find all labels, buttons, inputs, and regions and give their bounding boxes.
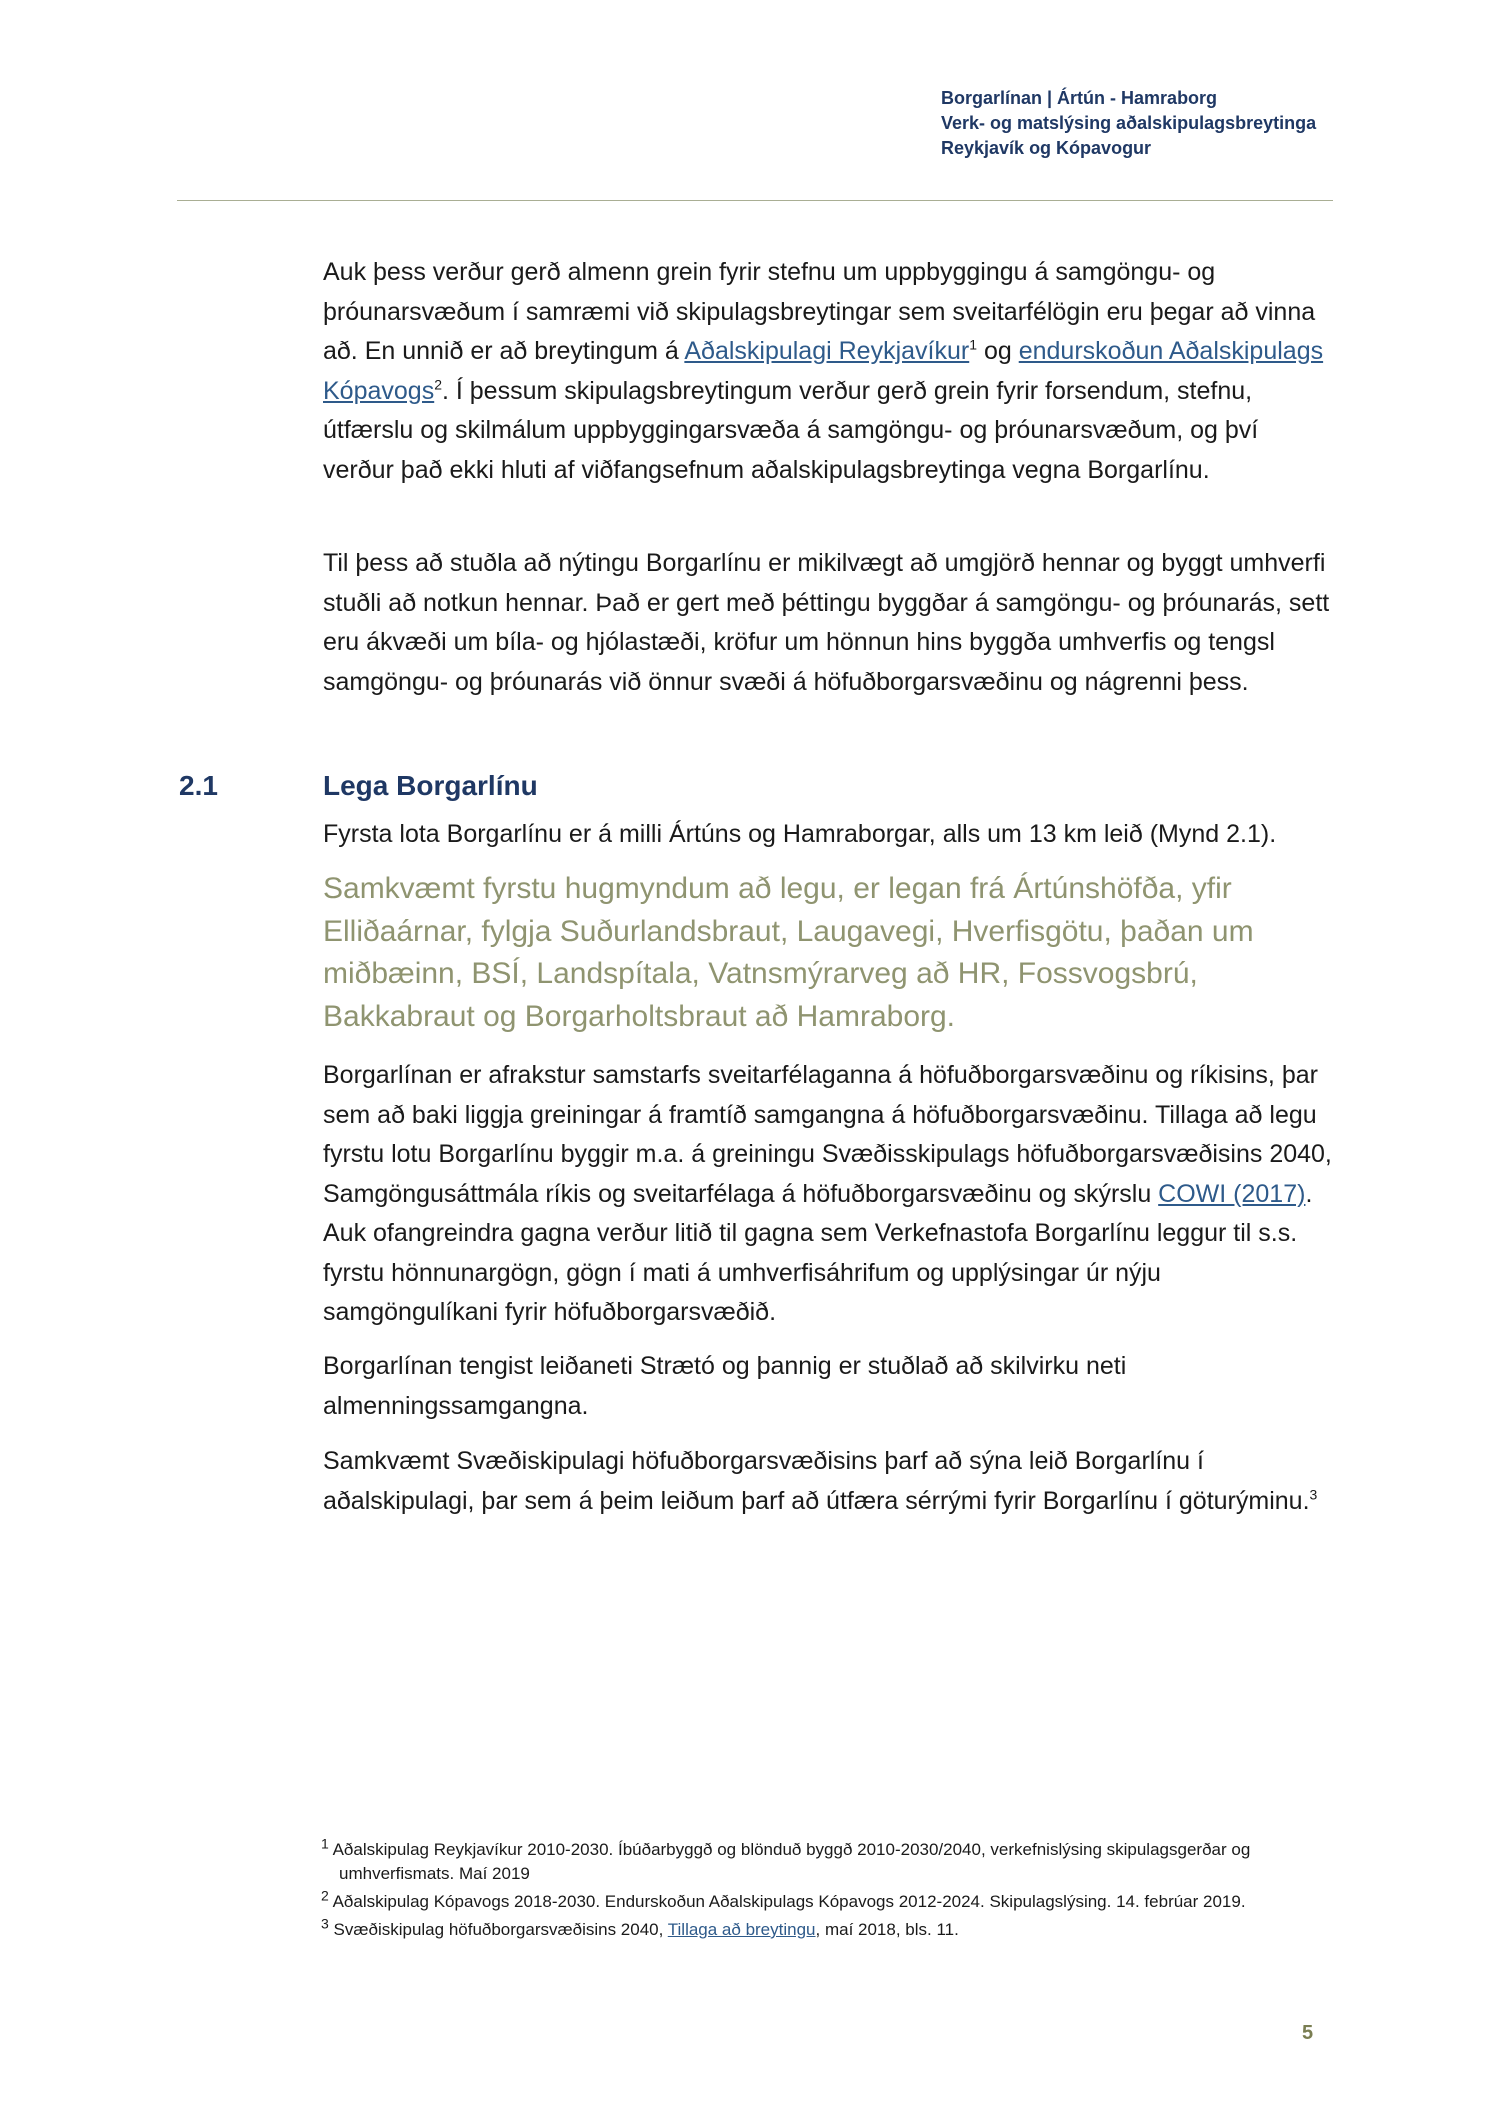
paragraph-first-phase: Fyrsta lota Borgarlínu er á milli Ártúns og Hamraborgar, alls um 13 km leið (Mynd 2.1). (323, 820, 1277, 848)
footnote-ref-3[interactable]: 3 (1309, 1486, 1318, 1503)
footnotes (321, 1835, 1341, 1946)
section-heading: Lega Borgarlínu (323, 770, 538, 801)
paragraph-intro: Auk þess verður gerð almenn grein fyrir stefnu um uppbyggingu á samgöngu- og þróunarsvæðum í samræmi við skipulagsbreytingar sem sveitarfélögin eru þegar að vinna að. En unnið er að breytingum á Aðalskipulagi Reykjavíkur$^1$ og endurskoðun Aðalskipulags Kópavogs$^2$. Í þessum skipulagsbreytingum verður gerð grein fyrir forsendum, stefnu, útfærslu og skilmálum uppbyggingarsvæða á samgöngu- og þróunarsvæðum, og því verður það ekki hluti af viðfangsefnum aðalskipulagsbreytinga vegna Borgarlínu. (323, 258, 1324, 484)
header-municipalities: Reykjavík og Kópavogur (941, 138, 1152, 158)
paragraph-regional-plan: Samkvæmt Svæðiskipulagi höfuðborgarsvæðisins þarf að sýna leið Borgarlínu í aðalskipulagi, þar sem á þeim leiðum þarf að útfæra sérrými fyrir Borgarlínu í göturýminu.$^3$ (323, 1447, 1318, 1515)
header-divider (177, 200, 1333, 201)
running-header (941, 86, 1316, 161)
route-highlight: Samkvæmt fyrstu hugmyndum að legu, er legan frá Ártúnshöfða, yfir Elliðaárnar, fylgja Suðurlandsbraut, Laugavegi, Hverfisgötu, þaðan um miðbæinn, BSÍ, Landspítala, Vatnsmýrarveg að HR, Fossvogsbrú, Bakkabraut og Borgarholtsbraut að Hamraborg. (323, 872, 1254, 1033)
paragraph-straeto: Borgarlínan tengist leiðaneti Strætó og þannig er stuðlað að skilvirku neti almenningssamgangna. (323, 1352, 1127, 1420)
footnote-ref-2[interactable]: 2 (434, 376, 442, 393)
footnote-3: $^3$ Svæðiskipulag höfuðborgarsvæðisins 2040, Tillaga að breytingu, maí 2018, bls. 11. (321, 1915, 959, 1939)
header-subtitle: Verk- og matslýsing aðalskipulagsbreytinga (941, 113, 1317, 133)
link-adalskipulag-reykjavikur[interactable]: Aðalskipulagi Reykjavíkur (684, 337, 970, 365)
paragraph-urban-form: Til þess að stuðla að nýtingu Borgarlínu er mikilvægt að umgjörð hennar og byggt umhverfi stuðli að notkun hennar. Það er gert með þéttingu byggðar á samgöngu- og þróunarás, sett eru ákvæði um bíla- og hjólastæði, kröfur um hönnun hins byggða umhverfis og tengsl samgöngu- og þróunarás við önnur svæði á höfuðborgarsvæðinu og nágrenni þess. (323, 549, 1330, 696)
header-title: Borgarlínan | Ártún - Hamraborg (941, 88, 1218, 108)
paragraph-collaboration: Borgarlínan er afrakstur samstarfs sveitarfélaganna á höfuðborgarsvæðinu og ríkisins, þar sem að baki liggja greiningar á framtíð samgangna á höfuðborgarsvæðinu. Tillaga að legu fyrstu lotu Borgarlínu byggir m.a. á greiningu Svæðisskipulags höfuðborgarsvæðisins 2040, Samgöngusáttmála ríkis og sveitarfélaga á höfuðborgarsvæðinu og skýrslu COWI (2017). Auk ofangreindra gagna verður litið til gagna sem Verkefnastofa Borgarlínu leggur til s.s. fyrstu hönnunargögn, gögn í mati á umhverfisáhrifum og upplýsingar úr nýju samgöngulíkani fyrir höfuðborgarsvæðið. (323, 1061, 1332, 1326)
footnote-2: $^2$ Aðalskipulag Kópavogs 2018-2030. Endurskoðun Aðalskipulags Kópavogs 2012-2024. Skipulagslýsing. 14. febrúar 2019. (321, 1887, 1246, 1911)
section-number: 2.1 (179, 770, 218, 801)
link-tillaga-ad-breytingu[interactable]: Tillaga að breytingu (667, 1920, 816, 1939)
link-cowi-2017[interactable]: COWI (2017) (1158, 1179, 1306, 1208)
footnote-1: $^1$ Aðalskipulag Reykjavíkur 2010-2030. Íbúðarbyggð og blönduð byggð 2010-2030/2040, verkefnislýsing skipulagsgerðar og umhverfismats. Maí 2019 (321, 1835, 1251, 1883)
page-number: 5 (1302, 2022, 1314, 2044)
link-endurskodun-kopavogs[interactable]: endurskoðun Aðalskipulags Kópavogs (323, 337, 1324, 405)
footnote-ref-1[interactable]: 1 (969, 336, 978, 353)
